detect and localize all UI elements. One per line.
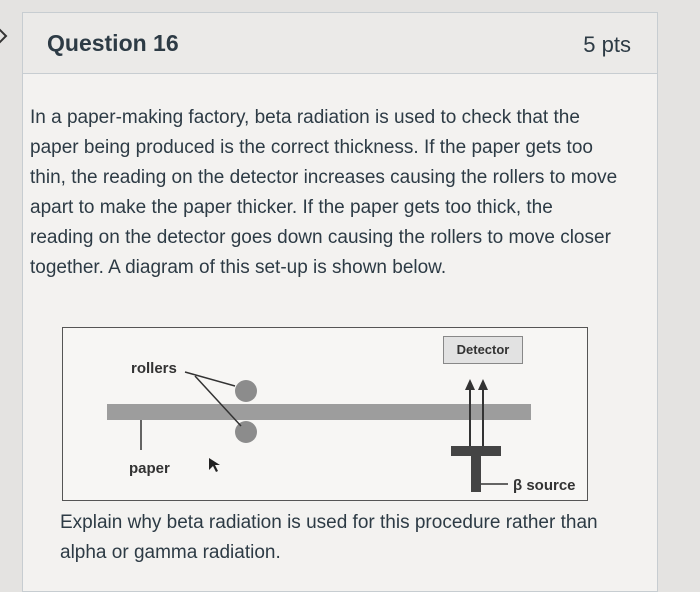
source-top [451, 446, 501, 456]
paper-strip [107, 404, 531, 420]
question-header [23, 13, 657, 74]
question-text: In a paper-making factory, beta radiation is used to check that the paper being produced is the correct thickness. If the paper gets too thin, the reading on the detector increases causing the rollers to move apart to make the paper thicker. If the paper gets too thick, the reading on the detector goes down causing the rollers to move closer together. A diagram of this set-up is shown below. [30, 107, 618, 278]
top-roller [235, 380, 257, 402]
paper-label: paper [129, 460, 170, 477]
setup-diagram [62, 327, 588, 501]
bottom-roller [235, 421, 257, 443]
rollers-pointer-line [185, 372, 235, 386]
detector-box: Detector [443, 336, 523, 364]
collapse-chevron-icon[interactable] [0, 24, 10, 48]
beta-ray-arrowhead-icon [465, 379, 475, 390]
question-prompt: Explain why beta radiation is used for this procedure rather than alpha or gamma radiation. [60, 512, 598, 563]
beta-source-label: β source [513, 477, 576, 494]
question-title: Question 16 [47, 30, 179, 56]
beta-ray-arrowhead-icon [478, 379, 488, 390]
rollers-label: rollers [131, 360, 177, 377]
question-points: 5 pts [583, 32, 631, 57]
cursor-arrow-icon [209, 458, 220, 472]
question-card [22, 12, 658, 592]
